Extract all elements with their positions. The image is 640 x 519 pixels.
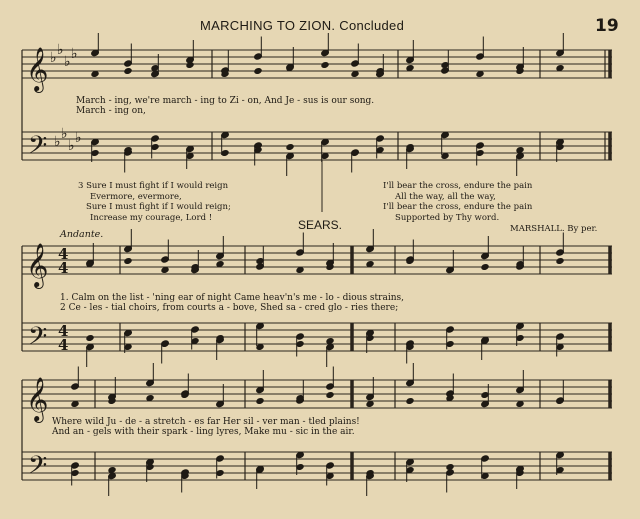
treble-clef-icon: 𝄞 bbox=[26, 243, 49, 287]
note-head bbox=[91, 71, 99, 78]
verse-line: I'll bear the cross, endure the pain bbox=[383, 202, 533, 212]
page-number: 19 bbox=[595, 16, 619, 36]
verse-line: Supported by Thy word. bbox=[395, 212, 500, 223]
note-head bbox=[556, 258, 564, 265]
note-head bbox=[406, 398, 414, 405]
note-head bbox=[146, 395, 154, 402]
treble-clef-icon: 𝄞 bbox=[26, 47, 49, 91]
svg-text:♭: ♭ bbox=[68, 138, 75, 154]
svg-text:♭: ♭ bbox=[71, 46, 78, 62]
note-head bbox=[71, 401, 79, 408]
lyric-line: Where wild Ju - de - a stretch - es far Her sil - ver man - tled plains! bbox=[52, 417, 360, 427]
note-head bbox=[516, 147, 524, 154]
note-head bbox=[476, 71, 484, 78]
svg-text:4: 4 bbox=[58, 245, 69, 263]
note-head bbox=[366, 261, 374, 268]
svg-text:4: 4 bbox=[58, 259, 69, 277]
note-head bbox=[86, 335, 94, 342]
svg-text:♭: ♭ bbox=[64, 54, 71, 70]
note-head bbox=[124, 68, 132, 75]
svg-text:4: 4 bbox=[58, 322, 69, 340]
note-head bbox=[481, 264, 489, 271]
note-head bbox=[254, 68, 262, 75]
note-head bbox=[296, 267, 304, 274]
bass-clef-icon: 𝄢 bbox=[28, 131, 48, 166]
verse-3-left bbox=[78, 181, 231, 223]
verse-line: Increase my courage, Lord ! bbox=[90, 212, 213, 223]
note-head bbox=[351, 71, 359, 78]
page-title: MARCHING TO ZION. Concluded bbox=[200, 18, 405, 33]
svg-text:4: 4 bbox=[58, 336, 69, 354]
note-head bbox=[446, 464, 454, 471]
svg-text:♭: ♭ bbox=[50, 50, 57, 66]
verse-line: 3 Sure I must fight if I would reign bbox=[78, 181, 229, 191]
note-head bbox=[321, 62, 329, 69]
verse-line: All the way, all the way, bbox=[395, 191, 496, 202]
verse-line: Evermore, evermore, bbox=[90, 191, 182, 202]
svg-text:♭: ♭ bbox=[75, 130, 82, 146]
note-head bbox=[326, 392, 334, 399]
note-head bbox=[406, 65, 414, 72]
svg-text:♭: ♭ bbox=[57, 42, 64, 58]
lyric-line: And an - gels with their spark - ling lyres, Make mu - sic in the air. bbox=[52, 427, 355, 437]
note-head bbox=[556, 65, 564, 72]
lyric-line: March - ing, we're march - ing to Zi - on, And Je - sus is our song. bbox=[76, 96, 375, 106]
lyric-line: March - ing on, bbox=[76, 106, 146, 116]
verse-3-right bbox=[383, 181, 532, 223]
bass-clef-icon: 𝄢 bbox=[28, 322, 48, 357]
note-head bbox=[366, 401, 374, 408]
verse-line: Sure I must fight if I would reign; bbox=[86, 202, 231, 212]
note-head bbox=[286, 144, 294, 151]
verse-line: I'll bear the cross, endure the pain bbox=[383, 181, 533, 191]
composer-credit: MARSHALL. By per. bbox=[510, 224, 598, 234]
treble-clef-icon: 𝄞 bbox=[26, 377, 49, 421]
note-head bbox=[216, 261, 224, 268]
note-head bbox=[516, 401, 524, 408]
note-head bbox=[256, 398, 264, 405]
svg-text:♭: ♭ bbox=[61, 126, 68, 142]
note-head bbox=[161, 267, 169, 274]
tune-name: SEARS. bbox=[298, 218, 343, 232]
svg-text:♭: ♭ bbox=[54, 134, 61, 150]
note-head bbox=[108, 467, 116, 474]
tempo-marking: Andante. bbox=[60, 229, 104, 240]
note-head bbox=[326, 338, 334, 345]
lyric-line: 1. Calm on the list - 'ning ear of night Came heav'n's me - lo - dious strains, bbox=[60, 293, 404, 303]
lyric-line: 2 Ce - les - tial choirs, from courts a - bove, Shed sa - cred glo - ries there; bbox=[60, 303, 399, 313]
bass-clef-icon: 𝄢 bbox=[28, 451, 48, 486]
note-head bbox=[124, 258, 132, 265]
